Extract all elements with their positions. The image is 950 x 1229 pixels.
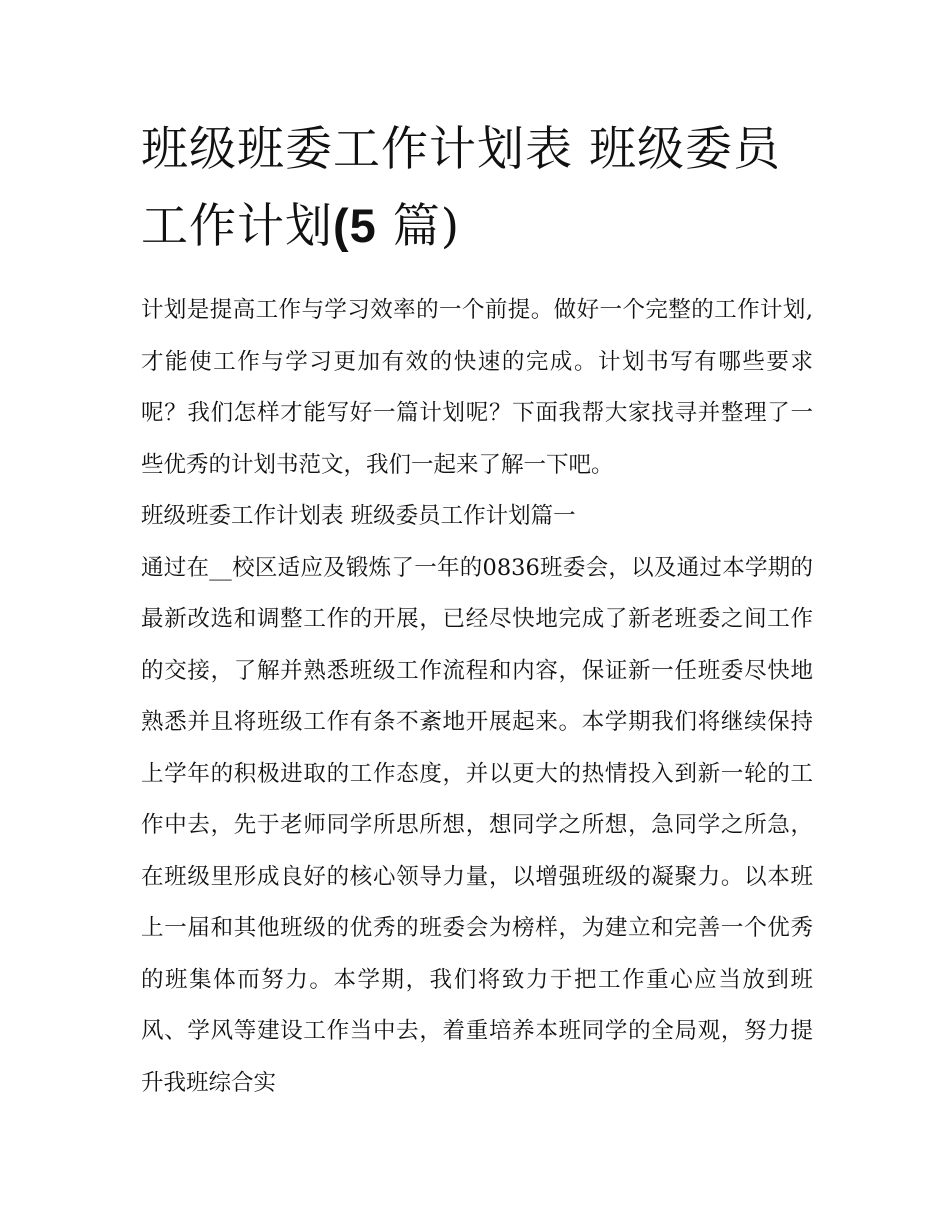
- document-content: [141, 112, 813, 1109]
- title-count-open: (5: [333, 199, 377, 252]
- title-text: 班级班委工作计划表 班级委员工作计划: [141, 122, 781, 254]
- section-paragraph: 通过在__校区适应及锻炼了一年的0836班委会，以及通过本学期的最新改选和调整工作的开展，已经尽快地完成了新老班委之间工作的交接，了解并熟悉班级工作流程和内容，保证新一任班委尽快地熟悉并且将班级工作有条不紊地开展起来。本学期我们将继续保持上学年的积极进取的工作态度，并以更大的热情投入到新一轮的工作中去，先于老师同学所思所想，想同学之所想，急同学之所急，在班级里形成良好的核心领导力量，以增强班级的凝聚力。以本班上一届和其他班级的优秀的班委会为榜样，为建立和完善一个优秀的班集体而努力。本学期，我们将致力于把工作重心应当放到班风、学风等建设工作当中去，着重培养本班同学的全局观，努力提升我班综合实: [141, 554, 813, 1096]
- section-heading: 班级班委工作计划表 班级委员工作计划篇一: [141, 503, 576, 529]
- document-title: [141, 112, 813, 265]
- intro-paragraph: 计划是提高工作与学习效率的一个前提。做好一个完整的工作计划,才能使工作与学习更加有效的快速的完成。计划书写有哪些要求呢？我们怎样才能写好一篇计划呢？下面我帮大家找寻并整理了一些优秀的计划书范文，我们一起来了解一下吧。: [141, 297, 813, 478]
- title-count-close: 篇): [376, 199, 461, 254]
